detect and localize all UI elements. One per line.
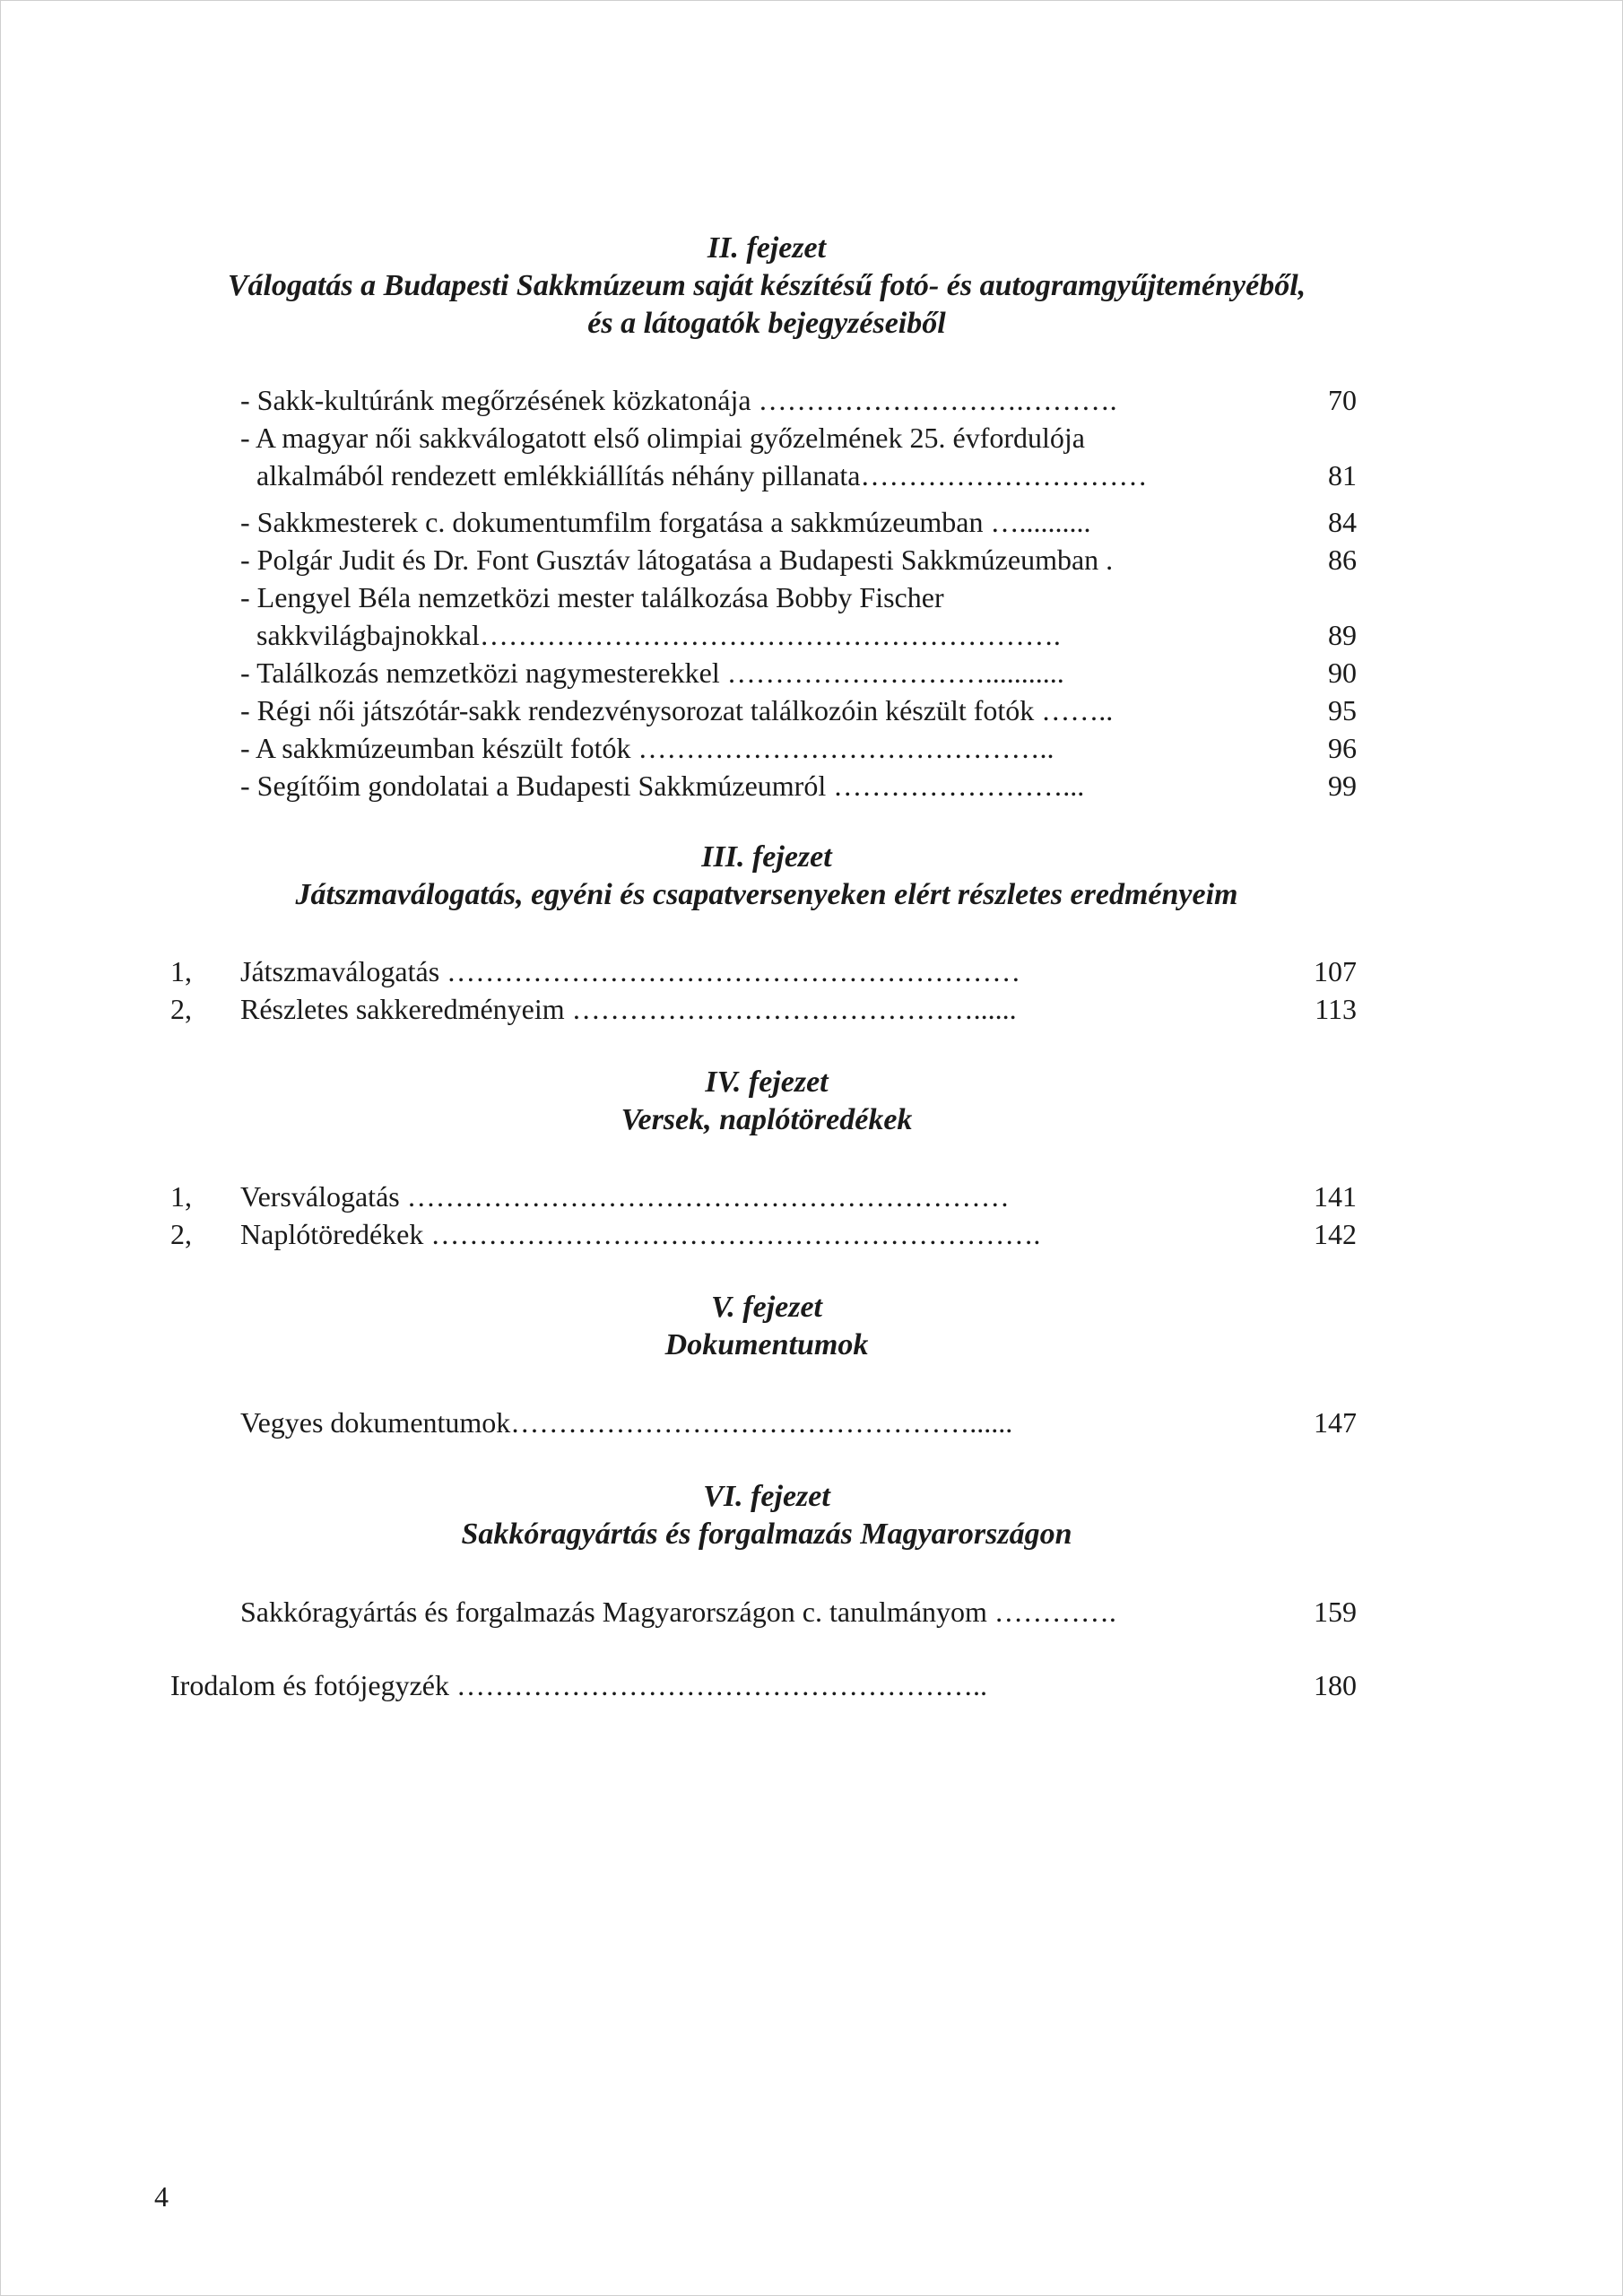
toc-entry-page: 99 <box>1328 770 1357 802</box>
chapter-3-number: III. fejezet <box>701 840 832 874</box>
toc-entry-page: 113 <box>1315 993 1357 1025</box>
chapter-4-number: IV. fejezet <box>705 1065 829 1099</box>
toc-entry-index: 2, <box>170 993 192 1025</box>
toc-entry-text: Részletes sakkeredményeim ……………………………………...... <box>240 993 1017 1025</box>
toc-entry-page: 96 <box>1328 732 1357 764</box>
chapter-3-title: Játszmaválogatás, egyéni és csapatversenyeken elért részletes eredményeim <box>295 878 1238 911</box>
bibliography-entry-page: 180 <box>1314 1669 1357 1701</box>
toc-entry-text: Naplótöredékek ………………………………………………………. <box>240 1218 1041 1250</box>
toc-entry-text: Vegyes dokumentumok…………………………………………...... <box>240 1406 1013 1439</box>
chapter-2-title-line-1: Válogatás a Budapesti Sakkmúzeum saját készítésű fotó- és autogramgyűjteményéből, <box>227 269 1306 302</box>
toc-entry-page: 70 <box>1328 384 1357 416</box>
toc-entry-text: - Sakkmesterek c. dokumentumfilm forgatása a sakkmúzeumban ….......... <box>240 506 1091 538</box>
toc-entry-page: 89 <box>1328 619 1357 651</box>
toc-entry-text: sakkvilágbajnokkal……………………………………………………. <box>256 619 1061 651</box>
chapter-2-number: II. fejezet <box>707 231 827 265</box>
toc-entry-text: - Találkozás nemzetközi nagymesterekkel ………………………........... <box>240 657 1064 689</box>
toc-entry-text: Versválogatás ……………………………………………………… <box>240 1180 1010 1213</box>
toc-entry-index: 1, <box>170 1180 192 1213</box>
toc-entry-page: 95 <box>1328 694 1357 726</box>
chapter-2-title-line-2: és a látogatók bejegyzéseiből <box>587 307 946 340</box>
toc-entry-page: 142 <box>1314 1218 1357 1250</box>
toc-entry-page: 81 <box>1328 459 1357 491</box>
toc-entry-text: - A sakkmúzeumban készült fotók …………………………………….. <box>240 732 1055 764</box>
toc-entry-text: - Polgár Judit és Dr. Font Gusztáv látogatása a Budapesti Sakkmúzeumban . <box>240 544 1114 576</box>
chapter-4-title: Versek, naplótöredékek <box>621 1103 913 1136</box>
toc-entry-index: 2, <box>170 1218 192 1250</box>
toc-entry-page: 84 <box>1328 506 1357 538</box>
chapter-5-title: Dokumentumok <box>664 1328 869 1361</box>
chapter-6-number: VI. fejezet <box>703 1480 830 1513</box>
toc-entry-page: 107 <box>1314 955 1357 987</box>
chapter-6-title: Sakkóragyártás és forgalmazás Magyarországon <box>461 1518 1072 1551</box>
toc-entry-text: - A magyar női sakkválogatott első olimpiai győzelmének 25. évfordulója <box>240 422 1085 454</box>
page-number: 4 <box>154 2180 169 2213</box>
toc-entry-page: 159 <box>1314 1596 1357 1628</box>
toc-entry-text: Játszmaválogatás …………………………………………………… <box>240 955 1021 987</box>
toc-entry-text: alkalmából rendezett emlékkiállítás néhány pillanata………………………… <box>256 459 1148 491</box>
toc-entry-text: - Sakk-kultúránk megőrzésének közkatonája ……………………….………. <box>240 384 1117 416</box>
chapter-5-number: V. fejezet <box>710 1291 822 1324</box>
toc-entry-page: 141 <box>1314 1180 1357 1213</box>
toc-entry-text: Sakkóragyártás és forgalmazás Magyarországon c. tanulmányom …………. <box>240 1596 1116 1628</box>
toc-entry-text: - Lengyel Béla nemzetközi mester találkozása Bobby Fischer <box>240 581 944 613</box>
toc-entry-page: 147 <box>1314 1406 1357 1439</box>
bibliography-entry-text: Irodalom és fotójegyzék ……………………………………………….. <box>170 1669 987 1701</box>
toc-entry-text: - Régi női játszótár-sakk rendezvénysorozat találkozóin készült fotók …….. <box>240 694 1114 726</box>
toc-entry-page: 86 <box>1328 544 1357 576</box>
toc-entry-text: - Segítőim gondolatai a Budapesti Sakkmúzeumról ……………………... <box>240 770 1085 802</box>
toc-entry-index: 1, <box>170 955 192 987</box>
toc-entry-page: 90 <box>1328 657 1357 689</box>
